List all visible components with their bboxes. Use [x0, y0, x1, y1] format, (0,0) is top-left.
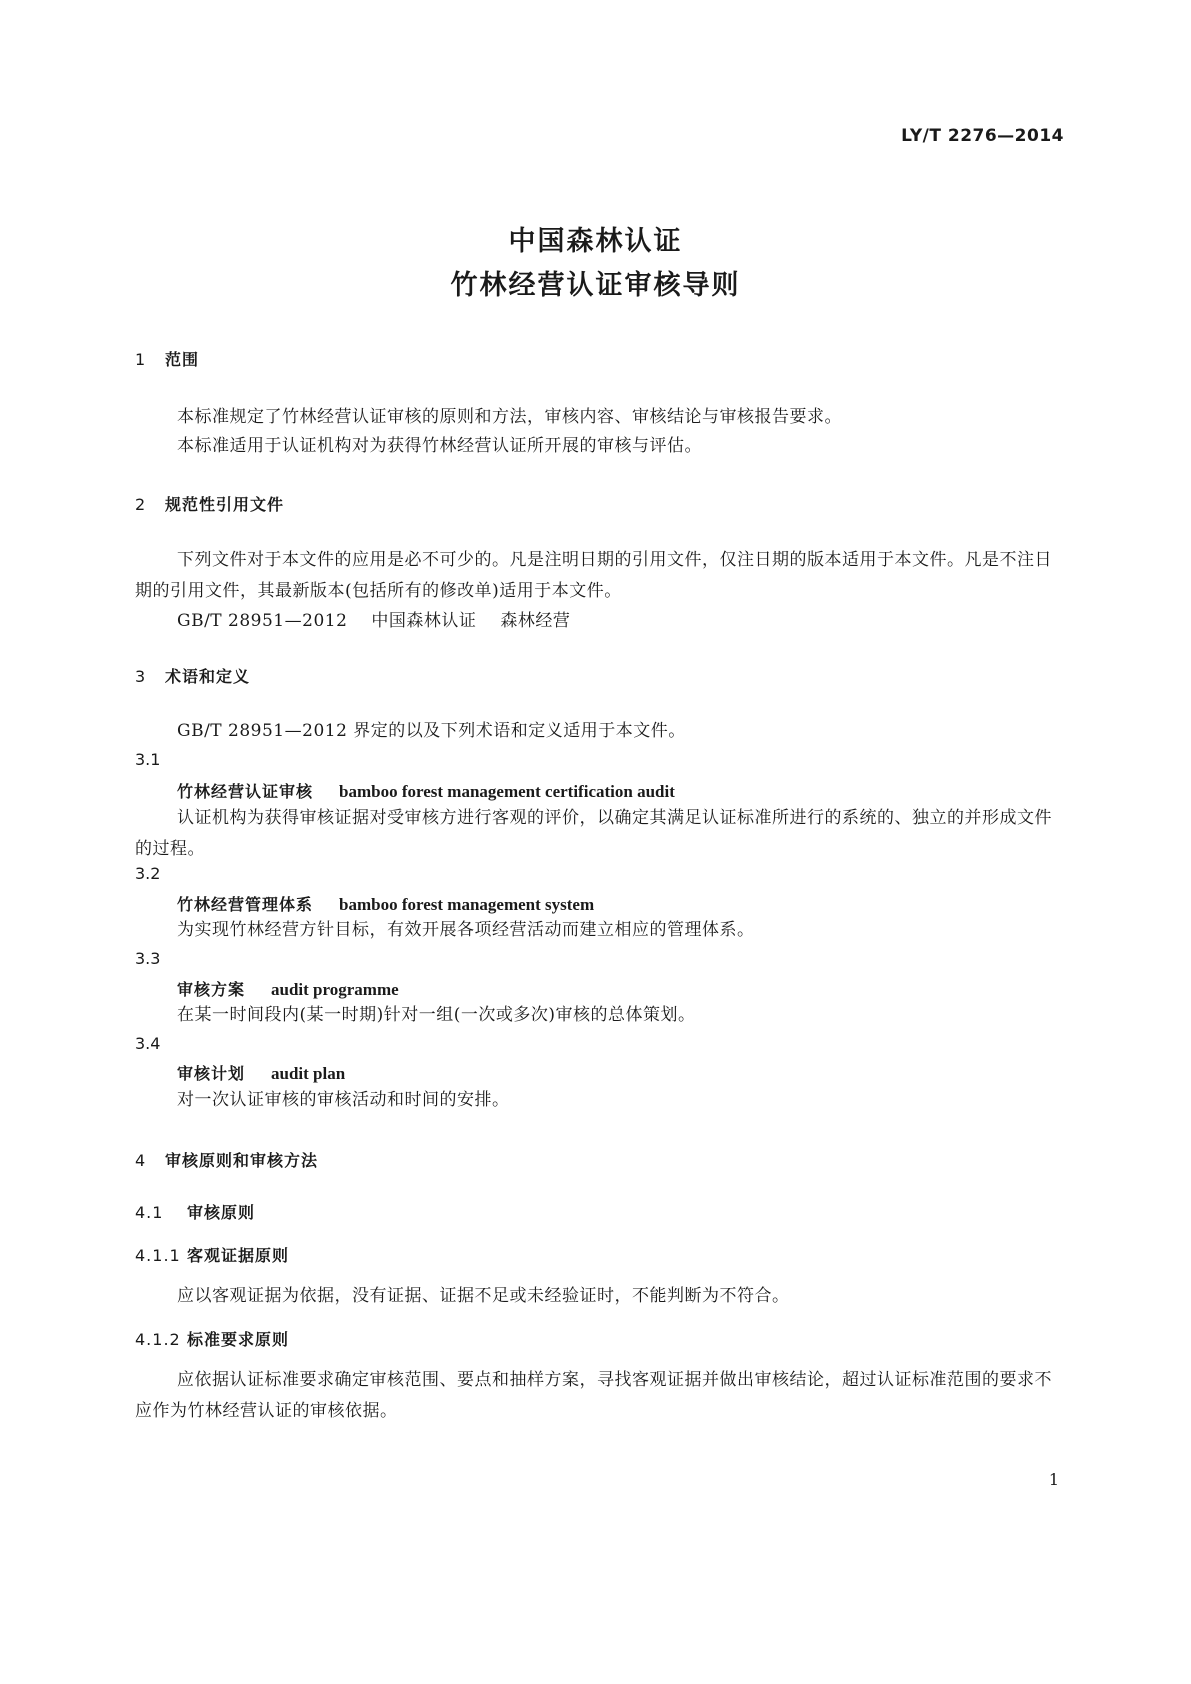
section-title: 审核原则	[187, 1203, 256, 1222]
term-definition: 认证机构为获得审核证据对受审核方进行客观的评价，以确定其满足认证标准所进行的系统的、独立的并形成文件的过程。	[135, 808, 1052, 859]
term-name-zh: 审核方案	[177, 980, 246, 999]
term-number: 3.4	[135, 1034, 161, 1053]
section-4-1-1-heading	[135, 1243, 289, 1266]
title-line-2: 竹林经营认证审核导则	[450, 270, 741, 301]
paragraph: 应依据认证标准要求确定审核范围、要点和抽样方案，寻找客观证据并做出审核结论，超过认证标准范围的要求不应作为竹林经营认证的审核依据。	[135, 1370, 1052, 1421]
reference-code: GB/T 28951—2012	[177, 611, 348, 631]
section-number: 4	[135, 1151, 147, 1170]
reference-title: 中国森林认证	[371, 611, 477, 631]
normative-reference	[177, 606, 570, 631]
term-name-en: audit plan	[271, 1064, 346, 1083]
section-title: 规范性引用文件	[165, 495, 285, 514]
term-name-zh: 审核计划	[177, 1064, 246, 1083]
term-name	[177, 1061, 345, 1084]
section-4-1-2-heading	[135, 1327, 289, 1350]
term-name-en: audit programme	[271, 980, 399, 999]
reference-subtitle: 森林经营	[500, 611, 571, 631]
term-number: 3.1	[135, 750, 161, 769]
term-name	[177, 779, 675, 802]
term-name	[177, 892, 594, 915]
section-number: 4.1	[135, 1203, 164, 1222]
paragraph: 本标准适用于认证机构对为获得竹林经营认证所开展的审核与评估。	[177, 436, 702, 456]
standard-code: LY/T 2276—2014	[901, 126, 1064, 146]
section-title: 标准要求原则	[187, 1330, 290, 1349]
paragraph: 下列文件对于本文件的应用是必不可少的。凡是注明日期的引用文件，仅注日期的版本适用于本文件。凡是不注日期的引用文件，其最新版本(包括所有的修改单)适用于本文件。	[135, 550, 1052, 601]
section-title: 范围	[165, 350, 200, 369]
section-title: 客观证据原则	[187, 1246, 290, 1265]
term-name-en: bamboo forest management system	[339, 895, 595, 914]
section-number: 1	[135, 350, 147, 369]
section-4-1-heading	[135, 1200, 255, 1223]
page-number: 1	[1048, 1470, 1059, 1489]
term-name	[177, 977, 399, 1000]
term-name-zh: 竹林经营认证审核	[177, 782, 314, 801]
section-number: 2	[135, 495, 147, 514]
title-line-1: 中国森林认证	[508, 226, 683, 257]
section-number: 4.1.2	[135, 1330, 181, 1349]
paragraph: GB/T 28951—2012 界定的以及下列术语和定义适用于本文件。	[177, 721, 686, 741]
section-title: 审核原则和审核方法	[165, 1151, 319, 1170]
term-name-zh: 竹林经营管理体系	[177, 895, 314, 914]
section-title: 术语和定义	[165, 667, 251, 686]
section-1-heading	[135, 347, 199, 370]
term-definition: 对一次认证审核的审核活动和时间的安排。	[177, 1090, 510, 1110]
term-number: 3.2	[135, 864, 161, 883]
document-title	[0, 220, 1191, 308]
section-number: 3	[135, 667, 147, 686]
paragraph: 应以客观证据为依据，没有证据、证据不足或未经验证时，不能判断为不符合。	[177, 1286, 790, 1306]
term-name-en: bamboo forest management certification audit	[339, 782, 675, 801]
term-definition: 为实现竹林经营方针目标，有效开展各项经营活动而建立相应的管理体系。	[177, 920, 755, 940]
section-2-heading	[135, 492, 284, 515]
term-definition: 在某一时间段内(某一时期)针对一组(一次或多次)审核的总体策划。	[177, 1005, 696, 1025]
section-3-heading	[135, 664, 250, 687]
paragraph: 本标准规定了竹林经营认证审核的原则和方法，审核内容、审核结论与审核报告要求。	[177, 407, 842, 427]
section-number: 4.1.1	[135, 1246, 181, 1265]
section-4-heading	[135, 1148, 318, 1171]
term-number: 3.3	[135, 949, 161, 968]
